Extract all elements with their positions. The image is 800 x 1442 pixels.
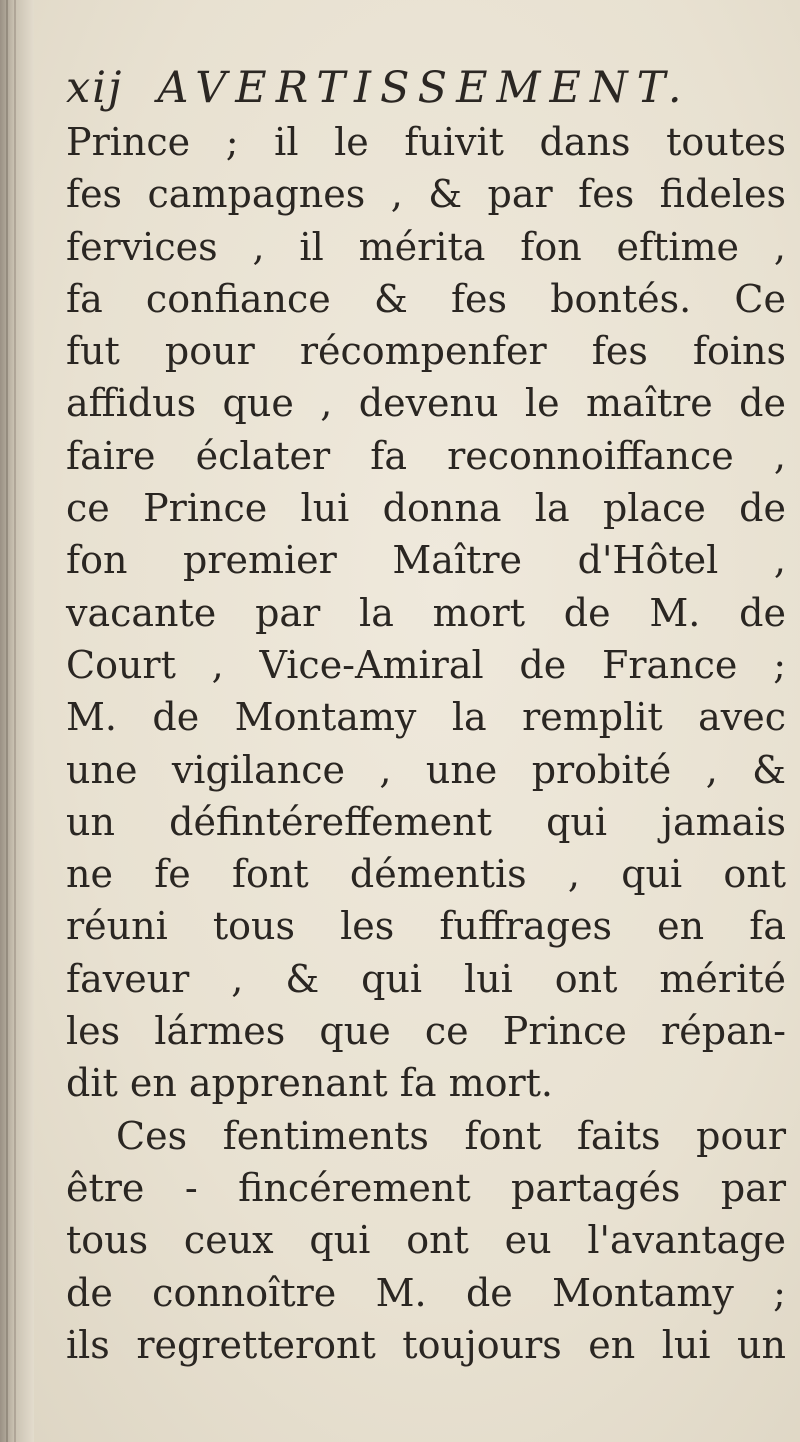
text-line: ce Prince lui donna la place de [66,486,786,531]
text-line: un défintéreffement qui jamais [66,799,786,844]
book-page [66,60,786,1371]
text-line: de connoître M. de Montamy ; [66,1270,786,1315]
text-line: réuni tous les fuffrages en fa [66,904,786,949]
text-line: fervices , il mérita fon eftime , [66,224,786,269]
binding-gutter [0,0,34,1442]
text-line: ne fe font démentis , qui ont [66,852,786,897]
text-line: Prince ; il le fuivit dans toutes [66,120,786,164]
text-line: être - fincérement partagés par [66,1165,786,1210]
text-line: fon premier Maître d'Hôtel , [66,538,786,583]
gutter-line [14,0,16,1442]
running-title: AVERTISSEMENT. [157,63,691,113]
body-text [66,116,786,1371]
text-line: faire éclater fa reconnoiffance , [66,433,786,478]
text-line: affidus que , devenu le maître de [66,381,786,426]
text-line: tous ceux qui ont eu l'avantage [66,1218,786,1263]
page-number: xij [66,63,124,113]
running-head [66,60,786,116]
text-line: les lármes que ce Prince répan- [66,1009,786,1054]
text-line: Ces fentiments font faits pour [116,1113,786,1158]
text-line: M. de Montamy la remplit avec [66,695,786,740]
text-line: Court , Vice-Amiral de France ; [66,642,786,687]
paragraph-2 [66,1110,786,1371]
gutter-line [6,0,8,1442]
text-line: fes campagnes , & par fes fideles [66,172,786,217]
text-line: dit en apprenant fa mort. [66,1061,554,1106]
text-line: fut pour récompenfer fes foins [66,329,786,374]
paragraph-1 [66,116,786,1110]
text-line: faveur , & qui lui ont mérité [66,956,786,1001]
text-line: ils regretteront toujours en lui un [66,1322,786,1367]
text-line: une vigilance , une probité , & [66,747,786,792]
text-line: vacante par la mort de M. de [66,590,786,635]
text-line: fa confiance & fes bontés. Ce [66,276,786,321]
